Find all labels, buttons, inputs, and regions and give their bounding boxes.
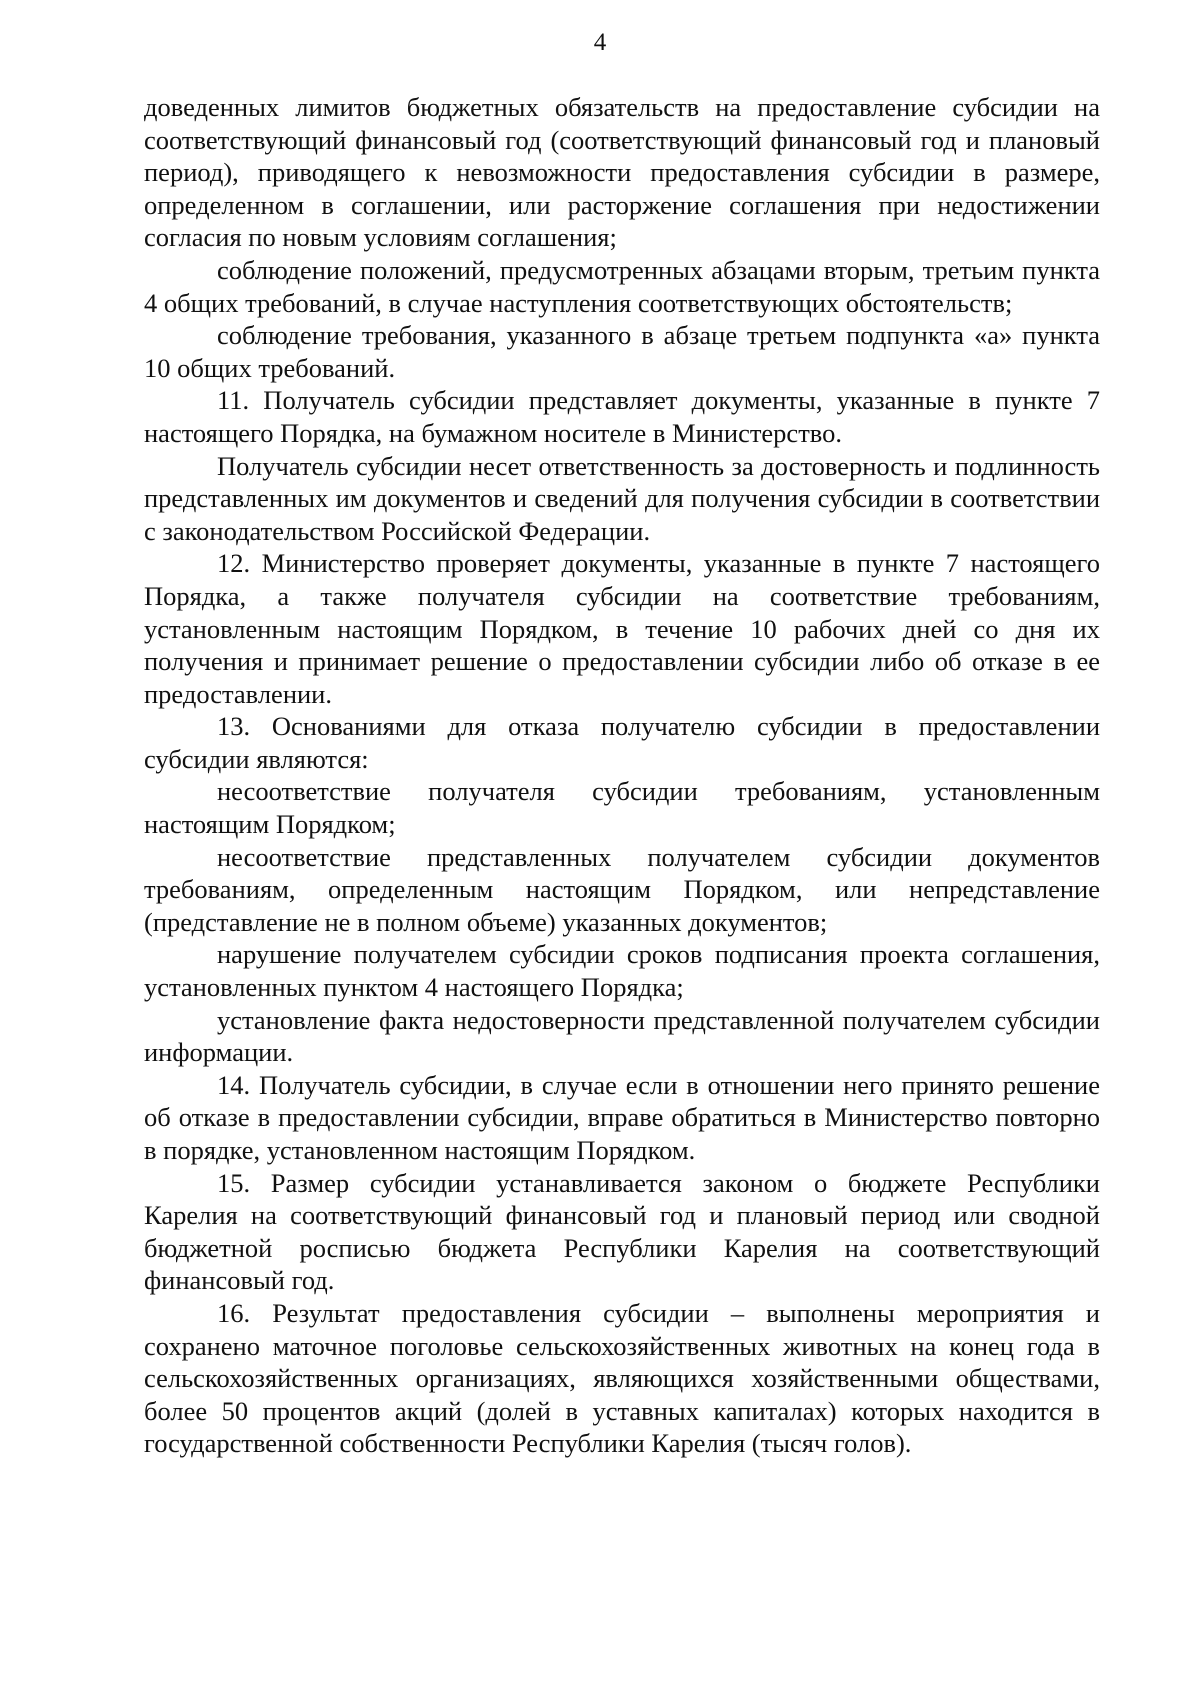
paragraph-item-11: 11. Получатель субсидии представляет документы, указанные в пункте 7 настоящего Порядка, на бумажном носителе в Министерство. — [144, 385, 1100, 448]
paragraph-item-15: 15. Размер субсидии устанавливается законом о бюджете Республики Карелия на соответствующий финансовый год и плановый период или сводной бюджетной росписью бюджета Республики Карелия на соответствующий финансовый год. — [144, 1167, 1100, 1296]
paragraph-item-16: 16. Результат предоставления субсидии – выполнены мероприятия и сохранено маточное поголовье сельскохозяйственных животных на конец года в сельскохозяйственных организациях, являющихся хозяйственными обществами, более 50 процентов акций (долей в уставных капиталах) которых находится в государственной собственности Республики Карелия (тысяч голов). — [144, 1297, 1100, 1459]
paragraph-refusal-reason-2: несоответствие представленных получателем субсидии документов требованиям, определенным настоящим Порядком, или непредставление (представление не в полном объеме) указанных документов; — [144, 841, 1100, 937]
paragraph-clause-abzac-2-3: соблюдение положений, предусмотренных абзацами вторым, третьим пункта 4 общих требований, в случае наступления соответствующих обстоятельств; — [144, 254, 1100, 318]
paragraph-clause-subpoint-a: соблюдение требования, указанного в абзаце третьем подпункта «а» пункта 10 общих требований. — [144, 320, 1100, 383]
paragraph-continuation: доведенных лимитов бюджетных обязательств на предоставление субсидии на соответствующий финансовый год (соответствующий финансовый год и плановый период), приводящего к невозможности предоставления субсидии в размере, определенном в соглашении, или расторжение соглашения при недостижении согласия по новым условиям соглашения; — [144, 92, 1100, 253]
document-body — [144, 91, 1100, 1460]
paragraph-responsibility: Получатель субсидии несет ответственность за достоверность и подлинность представленных им документов и сведений для получения субсидии в соответствии с законодательством Российской Федерации. — [144, 450, 1100, 546]
paragraph-item-13: 13. Основаниями для отказа получателю субсидии в предоставлении субсидии являются: — [144, 711, 1100, 774]
paragraph-refusal-reason-1: несоответствие получателя субсидии требованиям, установленным настоящим Порядком; — [144, 776, 1100, 840]
paragraph-refusal-reason-4: установление факта недостоверности представленной получателем субсидии информации. — [144, 1004, 1100, 1068]
page-number: 4 — [593, 29, 607, 56]
paragraph-item-12: 12. Министерство проверяет документы, указанные в пункте 7 настоящего Порядка, а также получателя субсидии на соответствие требованиям, установленным настоящим Порядком, в течение 10 рабочих дней со дня их получения и принимает решение о предоставлении субсидии либо об отказе в ее предоставлении. — [144, 548, 1100, 709]
paragraph-item-14: 14. Получатель субсидии, в случае если в отношении него принято решение об отказе в предоставлении субсидии, вправе обратиться в Министерство повторно в порядке, установленном настоящим Порядком. — [144, 1069, 1100, 1165]
paragraph-refusal-reason-3: нарушение получателем субсидии сроков подписания проекта соглашения, установленных пунктом 4 настоящего Порядка; — [144, 939, 1100, 1003]
